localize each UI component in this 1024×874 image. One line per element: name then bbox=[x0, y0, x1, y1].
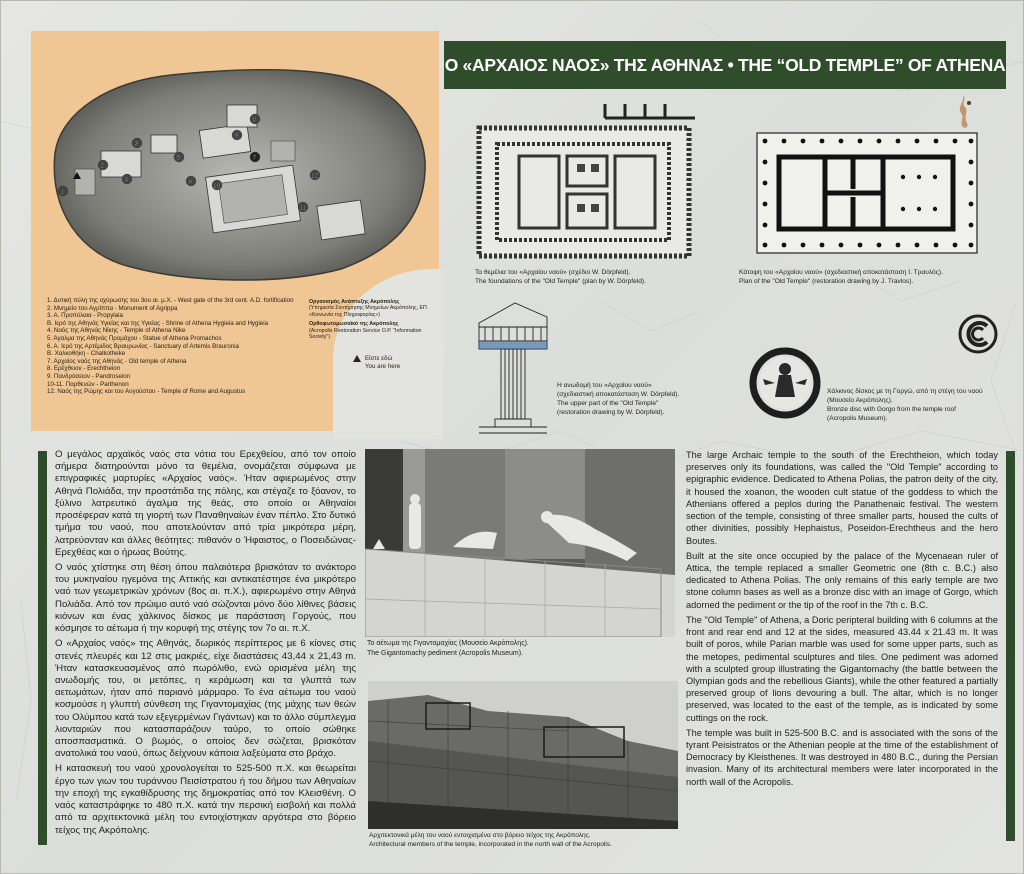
caption-en: (restoration drawing by W. Dörpfeld). bbox=[557, 409, 665, 416]
legend-item: 9. Πανδρόσειον - Pandroseion bbox=[47, 372, 131, 380]
map-number: 11 bbox=[299, 204, 307, 212]
credit-gr-title: Οργανισμός Ανάπτυξης Ακρόπολης bbox=[309, 299, 400, 305]
map-number: 3 bbox=[134, 140, 139, 148]
caption-en: The Gigantomachy pediment (Acropolis Museum). bbox=[367, 650, 524, 657]
credit-gr-lines: (Υπηρεσία Συντήρησης Μνημείων Ακρόπολης, ΕΠ «Κοινωνία της Πληροφορίας») bbox=[309, 305, 427, 318]
stain-mark bbox=[955, 93, 977, 131]
map-number: 9 bbox=[234, 132, 239, 140]
gorgo-disc bbox=[749, 341, 821, 425]
caption-gr: (Μουσείο Ακρόπολης). bbox=[827, 397, 893, 404]
caption-gr: Τα θεμέλια του «Αρχαίου ναού» (σχέδιο W. Dörpfeld). bbox=[475, 269, 631, 276]
caption-en: Bronze disc with Gorgo from the temple roof bbox=[827, 406, 956, 413]
disc-caption bbox=[827, 387, 1007, 423]
greek-paragraph: Ο «Αρχαίος ναός» της Αθηνάς, δωρικός περίπτερος με 6 κίονες στις στενές πλευρές και 12 στις μακριές, είχε διαστάσεις 43,44 x 21,43 m. Ήταν κατασκευασμένος από πωρόλιθο, ενώ ορισμένα μέλη της ανωδομής του, οι μετόπες, η κεράμωση και τα γλυπτά των αετωμάτων, ήταν από παριανό μάρμαρο. Το ένα αέτωμα του ναού κοσμούσε η γλυπτή σύνθεση της Γιγαντομαχίας (της μάχης των θεών του Ολύμπου κατά των εξεγερμένων Γιγάντων) και το άλλο σύμπλεγμα λιονταριών που κατασπαράζουν ταύρο, το οποίο σώθηκε αποσπασματικά. Ο βωμός, ο οποίος δεν σώζεται, βρισκόταν ανατολικά του ναού, όπως δείχνουν κάποια λαξεύματα στο βράχο. bbox=[55, 638, 356, 760]
greek-paragraph: Ο μεγάλος αρχαϊκός ναός στα νότια του Ερεχθείου, από τον οποίο σήμερα διατηρούνται μόνο τα θεμέλια, ονομάζεται σύμφωνα με επιγραφικές μαρτυρίες «Αρχαίος ναός». Ήταν αφιερωμένος στην Αθηνά Πολιάδα, την προστάτιδα της πόλης, και στέγαζε το ξόανον, το ξύλινο λατρευτικό άγαλμα της θεάς, στο οποίο οι Αθηναίοι προσέφεραν κατά τη γιορτή των Παναθηναίων έναν πέπλο. Στο δυτικό τμήμα του ναού, που αποτελούνταν από τρία μικρότερα μέρη, λατρεύονταν και άλλες θεότητες: πιθανόν ο Ήφαιστος, ο Ποσειδώνας-Ερεχθέας και ο ήρωας Βούτης. bbox=[55, 449, 356, 558]
caption-gr: Κάτοψη του «Αρχαίου ναού» (σχεδιαστική αποκατάσταση Ι. Τραυλός). bbox=[739, 269, 943, 276]
map-legend bbox=[47, 297, 307, 396]
foundations-caption bbox=[475, 268, 725, 286]
right-green-bar bbox=[1006, 451, 1015, 841]
here-gr: Είστε εδώ bbox=[365, 355, 393, 363]
map-number: 8 bbox=[252, 116, 257, 124]
left-green-bar bbox=[38, 451, 47, 845]
credit-en-title: Ορθοφωτομωσαϊκό της Ακρόπολης bbox=[309, 321, 399, 328]
legend-item: Β. Χαλκοθήκη - Chalkotheke bbox=[47, 350, 126, 358]
you-are-here bbox=[353, 355, 400, 370]
greek-paragraph: Ο ναός χτίστηκε στη θέση όπου παλαιότερα βρισκόταν το ανάκτορο του μυκηναίου ηγεμόνα της Αττικής και αντικατέστησε ένα μικρότερο ναό των γεωμετρικών χρόνων (8ος αι. π.Χ.), αφιερωμένο στην Αθηνά Πολιάδα. Από τον πρώιμο αυτό ναό σώζονται μόνο δύο λίθινες βάσεις κιόνων και ένας χάλκινος δίσκος με παράσταση Γοργούς, που κόσμησε το αέτωμα ή την κορυφή της στέγης τον 7ο αι. π.Χ. bbox=[55, 561, 356, 635]
north-wall-caption bbox=[369, 831, 679, 849]
map-number: 12 bbox=[311, 172, 319, 180]
caption-gr: (σχεδιαστική αποκατάσταση W. Dörpfeld). bbox=[557, 391, 680, 398]
english-paragraph: Built at the site once occupied by the palace of the Mycenaean ruler of Attica, the temple replaced a smaller Geometric one (8th c. B.C.) also dedicated to Athena Polias. The only remains of this early temple are two stone column bases as well as a bronze disc with an image of Gorgo, which adorned the pediment or the tip of the roof in the 7th c. B.C. bbox=[686, 550, 998, 610]
greek-paragraph: Η κατασκευή του ναού χρονολογείται το 525-500 π.Χ. και θεωρείται έργο των γιων του τυράννου Πεισίστρατου ή του δήμου των Αθηναίων την εποχή της εγκαθίδρυσης της δημοκρατίας από τον Κλεισθένη. Ο ναός καταστράφηκε το 480 π.Χ. κατά την περσική εισβολή και πολλά από τα αρχιτεκτονικά μέλη του εντοιχίστηκαν αργότερα στο βόρειο τείχος της Ακρόπολης. bbox=[55, 763, 356, 836]
map-number: 4 bbox=[124, 176, 129, 184]
legend-item: 8. Ερέχθειον - Erechtheion bbox=[47, 365, 121, 373]
english-text bbox=[686, 449, 998, 791]
legend-item: 2. Μνημείο του Αγρίππα - Monument of Agrippa bbox=[47, 304, 178, 312]
caption-gr: Το αέτωμα της Γιγαντομαχίας (Μουσείο Ακρόπολης). bbox=[367, 640, 529, 647]
page-title: Ο «ΑΡΧΑΙΟΣ ΝΑΟΣ» ΤΗΣ ΑΘΗΝΑΣ • THE “OLD TEMPLE” OF ATHENA bbox=[444, 41, 1006, 89]
caption-gr: Χάλκινος δίσκος με τη Γοργώ, από τη στέγη του ναού bbox=[827, 388, 983, 395]
foundations-plan bbox=[475, 96, 697, 261]
english-paragraph: The "Old Temple" of Athena, a Doric peripteral building with 6 columns at the front and rear end and 12 at the sides, measured 43.44 x 21.43 m. It was built of poros, while Parian marble was used for some upper parts, such as the metopes, pedimental sculptures and tiles. One pediment was adorned with a sculpted group illustrating the Gigantomachy (the battle between the Olympian gods and the rebellious Giants), while the other featured a partially preserved group of lions devouring a bull. The altar, which is no longer preserved, was located to the east of the temple, as is indicated by some cuttings on the rock. bbox=[686, 614, 998, 723]
map-number: 5 bbox=[176, 154, 181, 162]
restoration-plan bbox=[753, 129, 981, 261]
pediment-caption bbox=[367, 639, 677, 659]
legend-item: 6. Α. Ιερό της Αρτέμιδος Βραυρωνίας - Sanctuary of Artemis Brauronia bbox=[47, 342, 239, 350]
legend-item: 7. Αρχαίος ναός της Αθηνάς - Old temple of Athena bbox=[47, 357, 187, 365]
legend-item: 4. Ναός της Αθηνάς Νίκης - Temple of Athena Nike bbox=[47, 327, 186, 335]
credit-en-lines: (Acropolis Restoration Service O.P. "Information Society") bbox=[309, 327, 422, 341]
legend-item: 12. Ναός της Ρώμης και του Αυγούστου - Temple of Rome and Augustus bbox=[47, 388, 246, 396]
upper-part-caption bbox=[557, 381, 707, 417]
legend-item: 5. Άγαλμα της Αθηνάς Προμάχου - Statue of Athena Promachos bbox=[47, 334, 222, 342]
upper-part-drawing bbox=[475, 299, 551, 437]
pediment-photo bbox=[365, 449, 675, 637]
map-credit bbox=[309, 299, 434, 340]
legend-item: 1. Δυτική πύλη της οχύρωσης του 3ου αι. μ.Χ. - West gate of the 3rd cent. A.D. fortification bbox=[47, 297, 294, 304]
map-number: 6 bbox=[188, 178, 193, 186]
english-paragraph: The large Archaic temple to the south of the Erechtheion, which today preserves only its foundations, was called the "Old Temple" according to epigraphic evidence. Dedicated to Athena Polias, the patron deity of the city, it housed the xoanon, the wooden cult statue of the goddess to which the Athenians offered a peplos during the Panathenaic festival. The western section of the temple, consisting of three smaller parts, housed the cults of other divinities, possibly Hephaistus, Poseidon-Erechtheus and the hero Boutes. bbox=[686, 450, 998, 546]
caption-gr: Η ανωδομή του «Αρχαίου ναού» bbox=[557, 382, 652, 389]
legend-item: 10-11. Παρθενών - Parthenon bbox=[47, 380, 129, 388]
map-number: 10 bbox=[213, 182, 221, 190]
north-wall-photo bbox=[368, 681, 678, 829]
caption-gr: Αρχιτεκτονικά μέλη του ναού εντοιχισμένα στο βόρειο τείχος της Ακρόπολης. bbox=[369, 832, 591, 839]
legend-item: 3. Α. Προπύλαια - Propylaia bbox=[47, 312, 123, 320]
caption-en: (Acropolis Museum). bbox=[827, 415, 888, 422]
caption-en: Plan of the "Old Temple" (restoration drawing by J. Travlos). bbox=[739, 278, 914, 285]
map-number: 7 bbox=[252, 154, 257, 162]
you-are-here-icon bbox=[353, 355, 361, 362]
caption-en: The upper part of the "Old Temple" bbox=[557, 400, 659, 407]
here-en: You are here bbox=[365, 362, 401, 370]
map-number: 1 bbox=[60, 188, 65, 196]
plan-caption bbox=[739, 268, 1009, 286]
acropolis-aerial-map bbox=[41, 61, 431, 286]
caption-en: Architectural members of the temple, incorporated in the north wall of the Acropolis. bbox=[369, 841, 612, 848]
legend-item: Β. Ιερό της Αθηνάς Υγιείας και της Υγιείας - Shrine of Athena Hygieia and Hygieia bbox=[47, 319, 269, 327]
caption-en: The foundations of the "Old Temple" (plan by W. Dörpfeld). bbox=[475, 278, 646, 285]
ministry-logo-icon bbox=[957, 308, 999, 356]
english-paragraph: The temple was built in 525-500 B.C. and is associated with the sons of the tyrant Peisistratos or the Athenian people at the time of the establishment of Democracy by Kleisthenes. It was destroyed in 480 B.C., during the Persian invasion. Many of its architectural members were later incorporated in the north wall of the Acropolis. bbox=[686, 727, 998, 787]
greek-text bbox=[55, 449, 356, 837]
map-number: 2 bbox=[100, 162, 105, 170]
